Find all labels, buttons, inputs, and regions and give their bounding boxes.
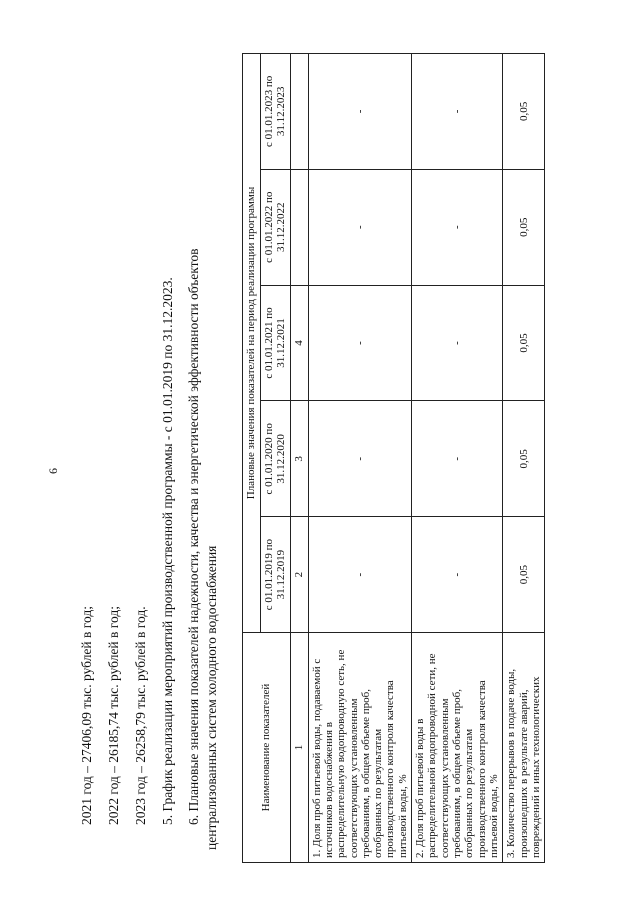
indicator-value: - (308, 285, 412, 401)
col-number (290, 54, 308, 170)
col-number: 4 (290, 285, 308, 401)
budget-line-2023: 2023 год – 26258,79 тыс. рублей в год. (133, 606, 148, 825)
indicator-name-header: Наименование показателей (243, 633, 291, 863)
page-number: 6 (46, 468, 60, 474)
indicator-value: 0,05 (503, 54, 545, 170)
table-header-row (243, 54, 261, 863)
col-number: 2 (290, 517, 308, 633)
indicator-value: 0,05 (503, 517, 545, 633)
column-number-row (290, 54, 308, 863)
indicator-value: - (412, 169, 503, 285)
indicator-value: 0,05 (503, 401, 545, 517)
plan-values-header: Плановые значения показателей на период реализации программы (243, 54, 261, 633)
indicator-value: - (412, 517, 503, 633)
indicator-value: - (412, 54, 503, 170)
indicator-value: 0,05 (503, 285, 545, 401)
indicator-value: - (308, 517, 412, 633)
indicator-value: - (412, 285, 503, 401)
indicator-value: - (308, 169, 412, 285)
section-5-schedule: 5. График реализации мероприятий производственной программы - с 01.01.2019 по 31.12.2023. (160, 277, 175, 825)
indicator-name: 1. Доля проб питьевой воды, подаваемой с источников водоснабжения в распределительную водопроводную сеть, не соответствующих установленным требованиям, в общем объеме проб, отобранных по результатам производственного контроля качества питьевой воды, % (308, 633, 412, 863)
indicator-name: 3. Количество перерывов в подаче воды, произошедших в результате аварий, повреждений и иных технологических (503, 633, 545, 863)
indicator-value: - (412, 401, 503, 517)
period-2020: с 01.01.2020 по 31.12.2020 (260, 401, 290, 517)
budget-line-2021: 2021 год – 27406,09 тыс. рублей в год; (79, 606, 94, 825)
budget-line-2022: 2022 год – 26185,74 тыс. рублей в год; (106, 606, 121, 825)
table-row (412, 54, 503, 863)
indicator-name: 2. Доля проб питьевой воды в распределительной водопроводной сети, не соответствующих установленным требованиям, в общем объеме проб, отобранных по результатам производственного контроля качества питьевой воды, % (412, 633, 503, 863)
section-6-heading-cont: централизованных систем холодного водоснабжения (204, 545, 219, 850)
col-number: 3 (290, 401, 308, 517)
table-row (308, 54, 412, 863)
period-2019: с 01.01.2019 по 31.12.2019 (260, 517, 290, 633)
indicator-value: - (308, 401, 412, 517)
table-row (503, 54, 545, 863)
col-number (290, 169, 308, 285)
indicators-table (242, 53, 545, 863)
period-2021: с 01.01.2021 по 31.12.2021 (260, 285, 290, 401)
period-2022: с 01.01.2022 по 31.12.2022 (260, 169, 290, 285)
section-6-heading: 6. Плановые значения показателей надежности, качества и энергетической эффективности объектов (186, 248, 201, 825)
period-2023: с 01.01.2023 по 31.12.2023 (260, 54, 290, 170)
col-number: 1 (290, 633, 308, 863)
indicator-value: - (308, 54, 412, 170)
indicator-value: 0,05 (503, 169, 545, 285)
